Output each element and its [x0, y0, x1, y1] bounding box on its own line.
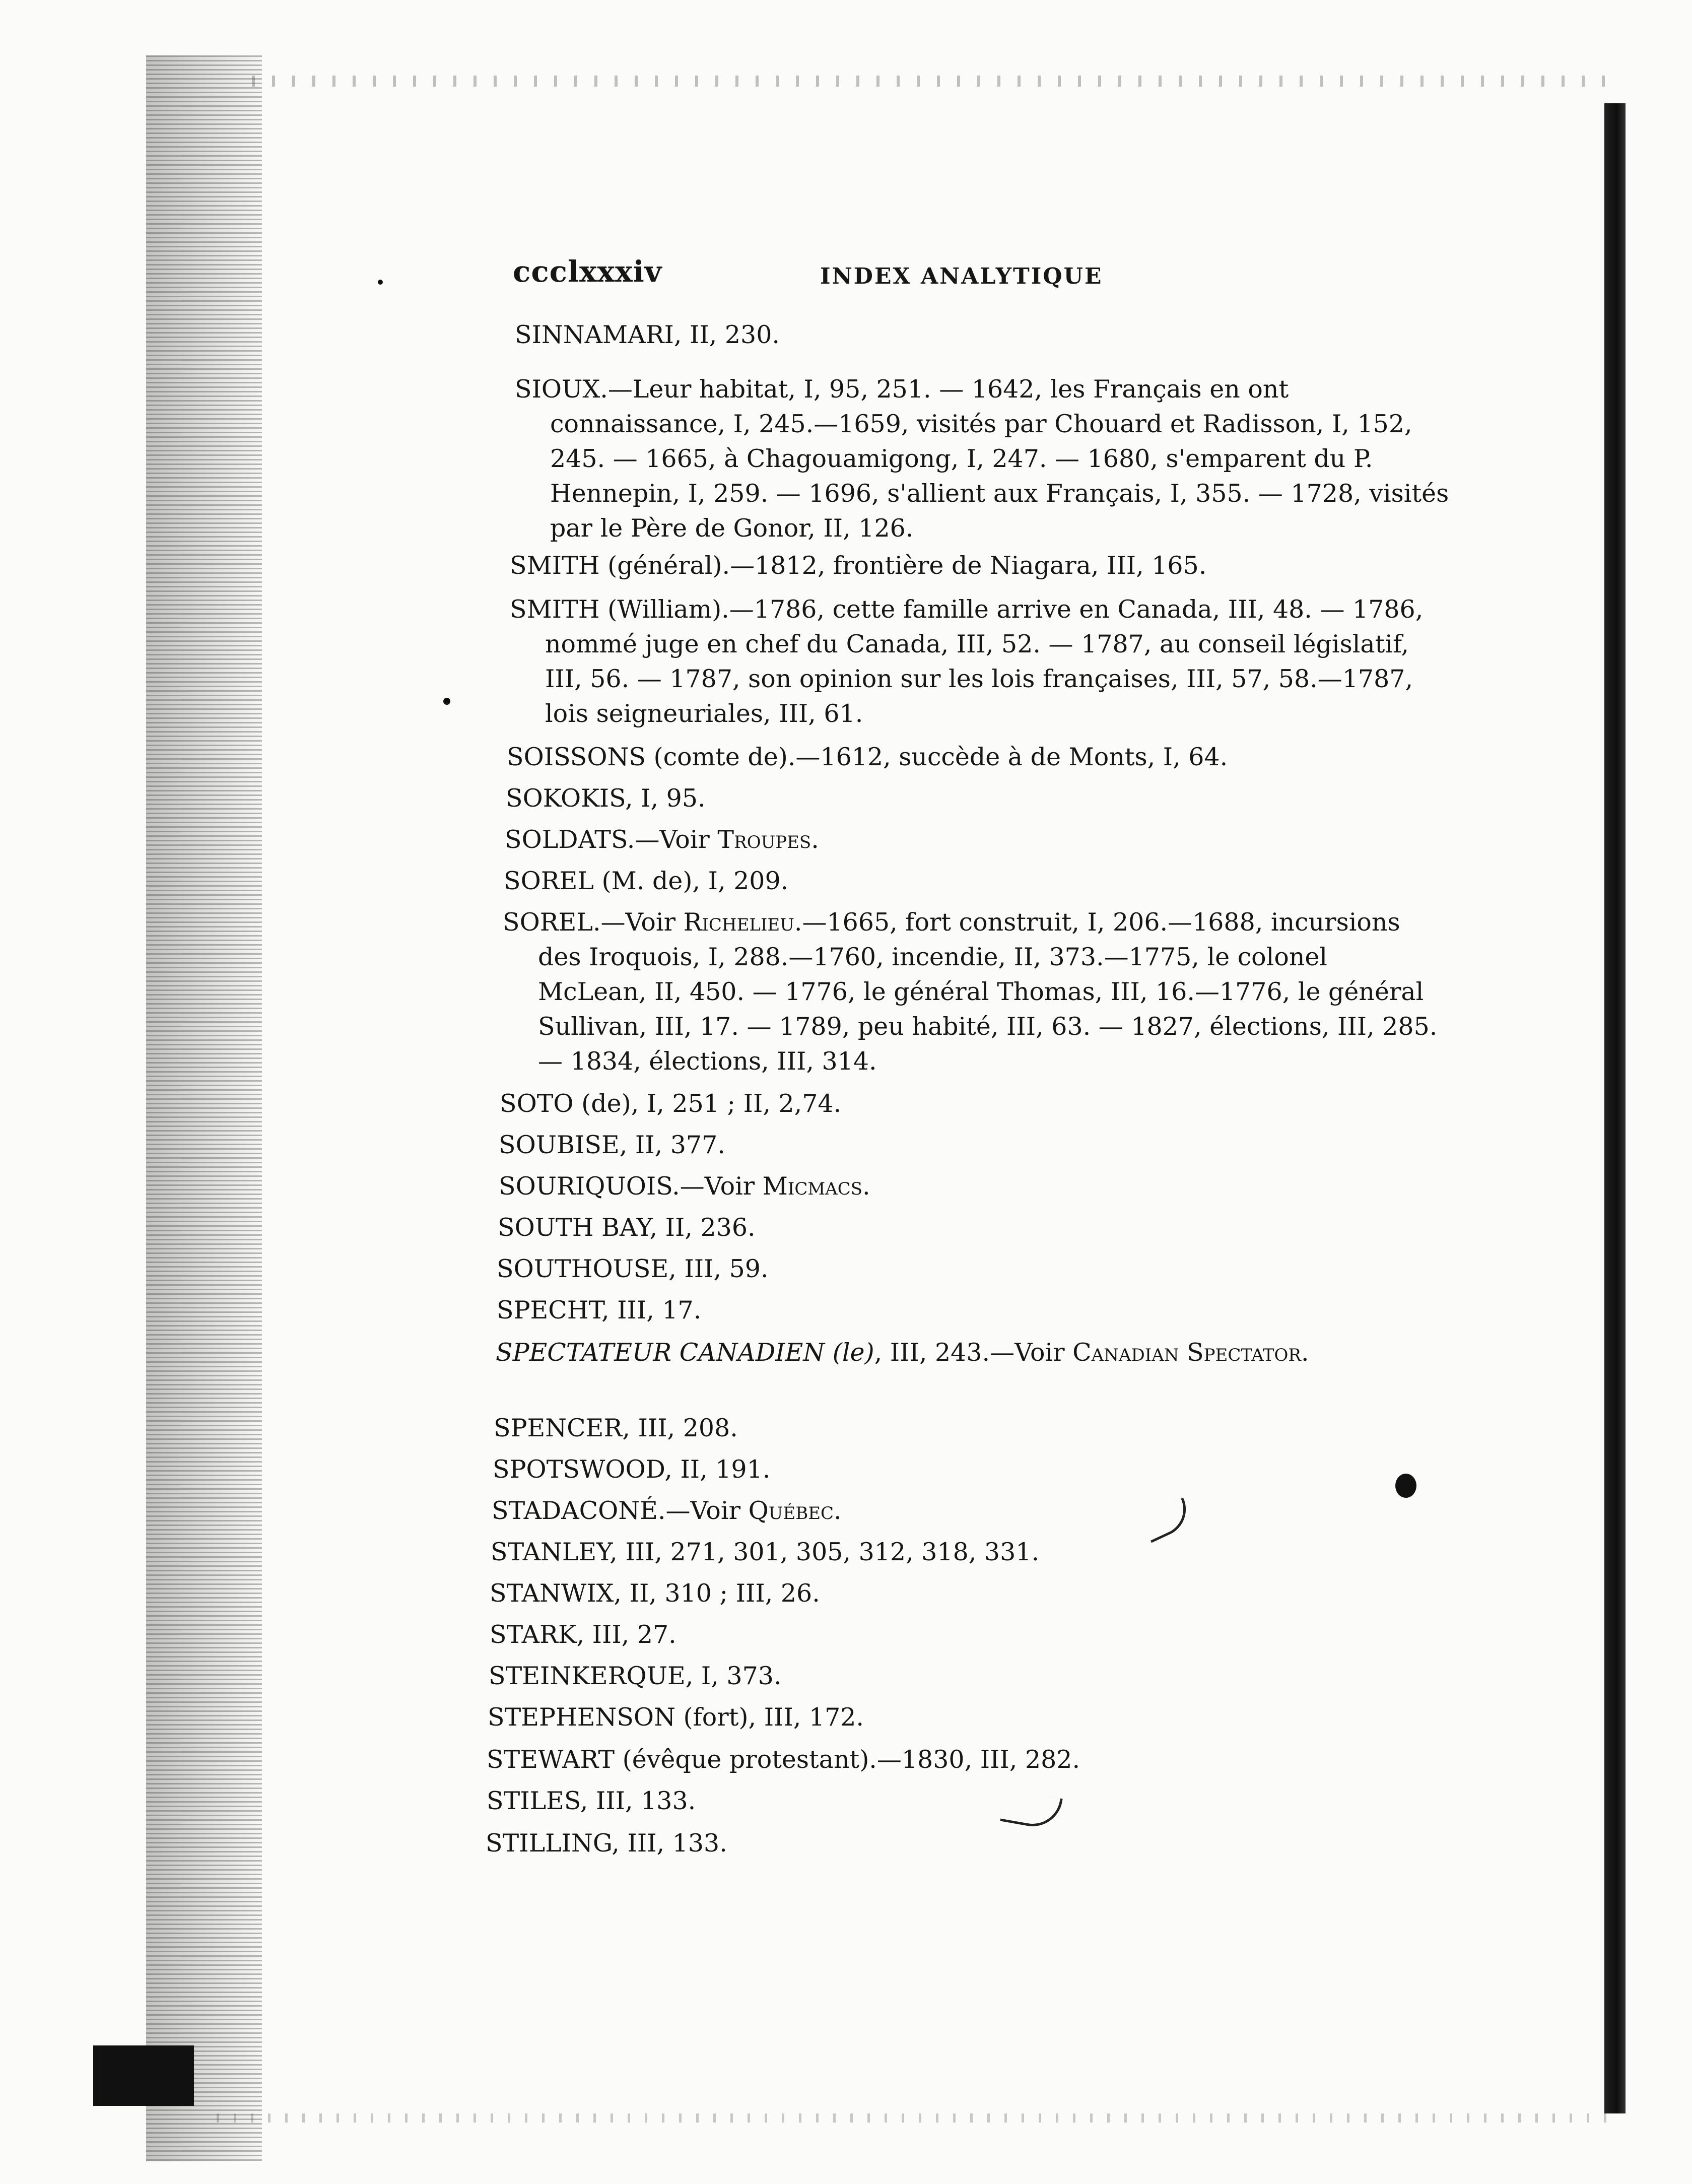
cross-reference: Québec [748, 1496, 834, 1525]
index-entry: STADACONÉ.—Voir Québec. [492, 1496, 842, 1525]
index-entry: SOUBISE, II, 377. [499, 1131, 725, 1159]
index-entry: SOREL.—Voir Richelieu.—1665, fort construit, I, 206.—1688, incursions des Iroquois, I, 288.—1760, incendie, II, 373.—1775, le colonel McLean, II, 450. — 1776, le général Thomas, III, 16.—1776, le général Sullivan, III, 17. — 1789, peu habité, III, 63. — 1827, élections, III, 285. — 1834, élections, III, 314. [503, 908, 1438, 1076]
index-entry: SOUTHOUSE, III, 59. [497, 1254, 769, 1283]
index-entry: SPECHT, III, 17. [497, 1296, 702, 1325]
ink-spot [378, 280, 383, 285]
scan-noise-bottom [217, 2113, 1617, 2123]
cross-reference: Richelieu [683, 908, 794, 937]
index-entry: SOISSONS (comte de).—1612, succède à de Monts, I, 64. [507, 743, 1228, 771]
index-entry: SOUTH BAY, II, 236. [498, 1213, 756, 1242]
index-entry: SPECTATEUR CANADIEN (le), III, 243.—Voir Canadian Spectator. [496, 1338, 1309, 1367]
index-entry: STEWART (évêque protestant).—1830, III, 282. [487, 1745, 1080, 1774]
index-entry: SOTO (de), I, 251 ; II, 2,74. [500, 1089, 842, 1118]
index-entry: SOLDATS.—Voir Troupes. [505, 825, 819, 854]
index-entry: SMITH (général).—1812, frontière de Niagara, III, 165. [510, 551, 1207, 580]
index-entry: STILES, III, 133. [487, 1786, 696, 1815]
scan-artifact-block [93, 2045, 194, 2106]
index-entry: SIOUX.—Leur habitat, I, 95, 251. — 1642, les Français en ont connaissance, I, 245.—1659, visités par Chouard et Radisson, I, 152, 245. — 1665, à Chagouamigong, I, 247. — 1680, s'emparent du P. Hennepin, I, 259. — 1696, s'allient aux Français, I, 355. — 1728, visités par le Père de Gonor, II, 126. [515, 375, 1449, 543]
index-entry: SINNAMARI, II, 230. [515, 320, 780, 349]
index-entry: SOURIQUOIS.—Voir Micmacs. [499, 1172, 870, 1201]
index-entry: STEPHENSON (fort), III, 172. [488, 1703, 864, 1732]
index-entry: STILLING, III, 133. [486, 1829, 727, 1858]
journal-title: SPECTATEUR CANADIEN (le) [496, 1338, 874, 1367]
index-entry: SMITH (William).—1786, cette famille arrive en Canada, III, 48. — 1786, nommé juge en chef du Canada, III, 52. — 1787, au conseil législatif, III, 56. — 1787, son opinion sur les lois françaises, III, 57, 58.—1787, lois seigneuriales, III, 61. [510, 595, 1424, 728]
index-entry: SOREL (M. de), I, 209. [504, 867, 789, 895]
index-entry: SOKOKIS, I, 95. [506, 784, 706, 813]
cross-reference: Canadian Spectator [1072, 1338, 1302, 1367]
scan-shadow-left [146, 55, 262, 2161]
index-entry: STARK, III, 27. [490, 1620, 676, 1649]
index-entry: SPOTSWOOD, II, 191. [493, 1455, 771, 1484]
cross-reference: Troupes [717, 825, 811, 854]
index-entry: STANLEY, III, 271, 301, 305, 312, 318, 331. [491, 1538, 1040, 1566]
ink-spot [443, 698, 450, 705]
index-entry: STANWIX, II, 310 ; III, 26. [490, 1579, 820, 1608]
index-entry: SPENCER, III, 208. [494, 1414, 738, 1442]
running-head: INDEX ANALYTIQUE [820, 263, 1103, 289]
page-header [513, 254, 1107, 295]
page-number: ccclxxxiv [513, 254, 662, 289]
index-entry: STEINKERQUE, I, 373. [489, 1662, 782, 1690]
cross-reference: Micmacs [762, 1172, 863, 1201]
scan-noise-top [252, 76, 1612, 87]
scan-border-right [1604, 103, 1626, 2113]
